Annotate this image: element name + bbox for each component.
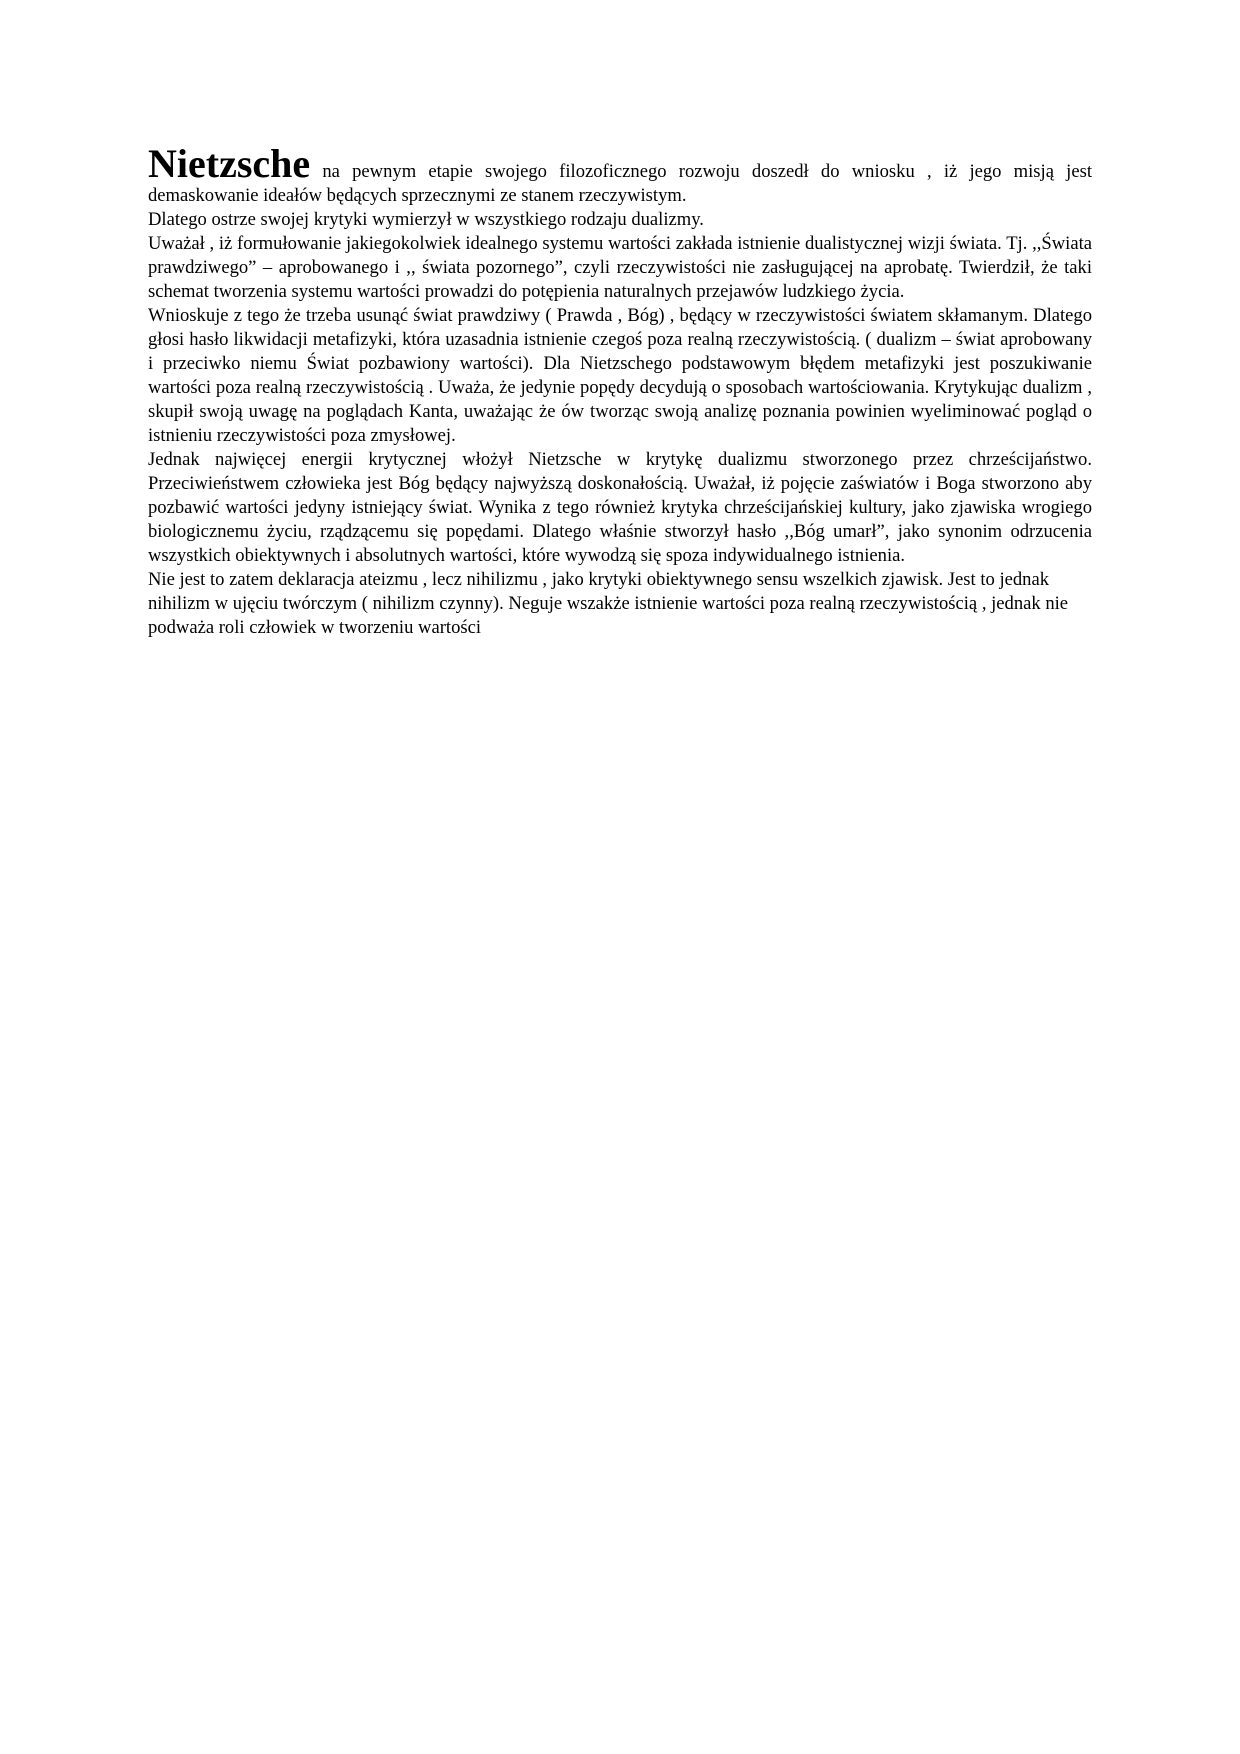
- paragraph-intro-text: na pewnym etapie swojego filozoficznego rozwoju doszedł do wniosku , iż jego misją jest demaskowanie ideałów będących sprzecznymi ze stanem rzeczywistym.: [148, 161, 1092, 206]
- title-word: Nietzsche: [148, 141, 311, 186]
- paragraph-value-system: Uważał , iż formułowanie jakiegokolwiek idealnego systemu wartości zakłada istnienie dualistycznej wizji świata. Tj. ,,Świata prawdziwego” – aprobowanego i ,, świata pozornego”, czyli rzeczywistości nie zasługującej na aprobatę. Twierdził, że taki schemat tworzenia systemu wartości prowadzi do potępienia naturalnych przejawów ludzkiego życia.: [148, 233, 1092, 302]
- paragraph-nihilism: Nie jest to zatem deklaracja ateizmu , lecz nihilizmu , jako krytyki obiektywnego sensu wszelkich zjawisk. Jest to jednak nihilizm w ujęciu twórczym ( nihilizm czynny). Neguje wszakże istnienie wartości poza realną rzeczywistością , jednak nie podważa roli człowiek w tworzeniu wartości: [148, 569, 1069, 638]
- document-body: [148, 141, 1092, 640]
- paragraph-christianity: Jednak najwięcej energii krytycznej włożył Nietzsche w krytykę dualizmu stworzonego przez chrześcijaństwo. Przeciwieństwem człowieka jest Bóg będący najwyższą doskonałością. Uważał, iż pojęcie zaświatów i Boga stworzono aby pozbawić wartości jedyny istniejący świat. Wynika z tego również krytyka chrześcijańskiej kultury, jako zjawiska wrogiego biologicznemu życiu, rządzącemu się popędami. Dlatego właśnie stworzył hasło ,,Bóg umarł”, jako synonim odrzucenia wszystkich obiektywnych i absolutnych wartości, które wywodzą się spoza indywidualnego istnienia.: [148, 449, 1092, 566]
- paragraph-metaphysics: Wnioskuje z tego że trzeba usunąć świat prawdziwy ( Prawda , Bóg) , będący w rzeczywistości światem skłamanym. Dlatego głosi hasło likwidacji metafizyki, która uzasadnia istnienie czegoś poza realną rzeczywistością. ( dualizm – świat aprobowany i przeciwko niemu Świat pozbawiony wartości). Dla Nietzschego podstawowym błędem metafizyki jest poszukiwanie wartości poza realną rzeczywistością . Uważa, że jedynie popędy decydują o sposobach wartościowania. Krytykując dualizm , skupił swoją uwagę na poglądach Kanta, uważając że ów tworząc swoją analizę poznania powinien wyeliminować pogląd o istnieniu rzeczywistości poza zmysłowej.: [148, 305, 1092, 446]
- paragraph-dualisms: Dlatego ostrze swojej krytyki wymierzył w wszystkiego rodzaju dualizmy.: [148, 209, 704, 230]
- paragraph-intro: [148, 141, 1092, 208]
